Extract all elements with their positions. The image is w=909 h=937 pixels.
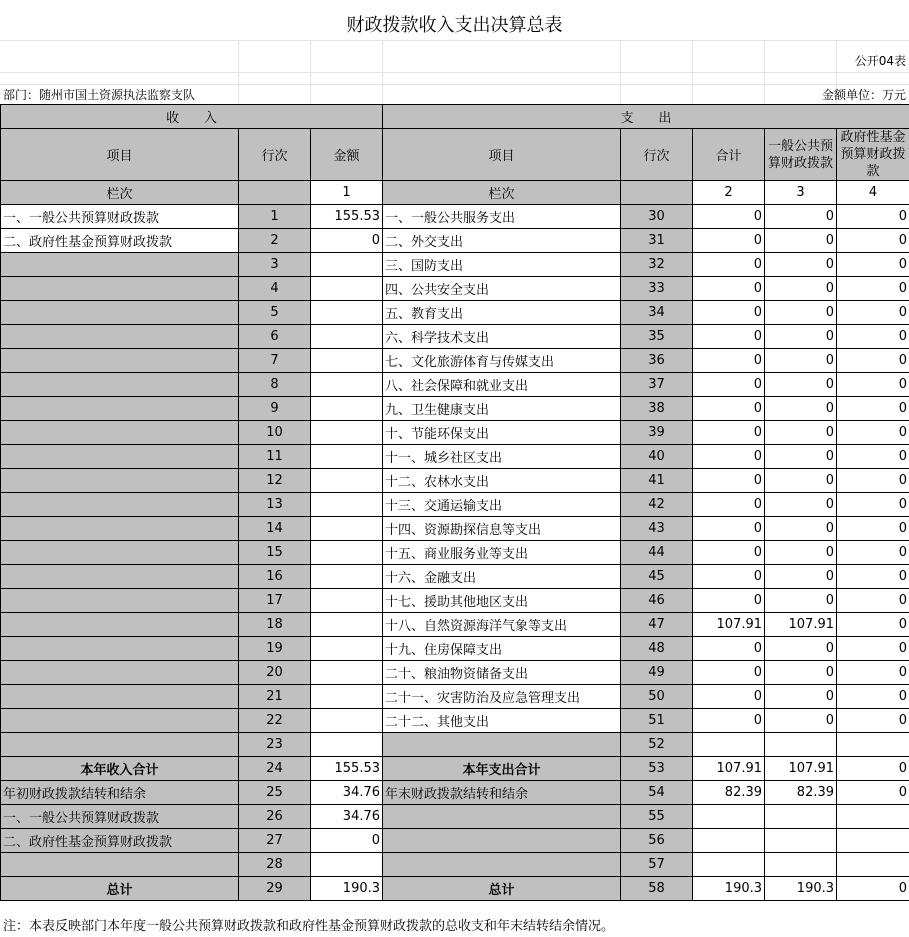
income-item-cell (1, 397, 239, 421)
general-budget-cell: 0 (765, 637, 837, 661)
income-line-no-cell: 3 (239, 253, 311, 277)
expense-line-no-cell: 58 (621, 877, 693, 901)
table-row (1, 277, 909, 301)
general-budget-cell: 0 (765, 325, 837, 349)
expense-line-no-cell: 45 (621, 565, 693, 589)
income-item-cell: 一、一般公共预算财政拨款 (1, 205, 239, 229)
carry-row (1, 805, 909, 829)
income-item-cell (1, 517, 239, 541)
general-budget-cell: 0 (765, 229, 837, 253)
grid-line (238, 40, 239, 104)
expense-line-no-cell: 44 (621, 541, 693, 565)
table-row (1, 373, 909, 397)
gov-fund-cell: 0 (837, 445, 909, 469)
expense-line-no-cell: 54 (621, 781, 693, 805)
income-item-cell (1, 469, 239, 493)
general-budget-cell: 190.3 (765, 877, 837, 901)
income-item-cell: 一、一般公共预算财政拨款 (1, 805, 239, 829)
carry-row (1, 781, 909, 805)
gov-fund-cell: 0 (837, 349, 909, 373)
unit-label: 金额单位：万元 (821, 88, 906, 102)
expense-item-cell: 十八、自然资源海洋气象等支出 (383, 613, 621, 637)
income-line-no-cell: 14 (239, 517, 311, 541)
expense-item-cell: 二十二、其他支出 (383, 709, 621, 733)
income-item-cell (1, 637, 239, 661)
income-line-no-cell: 4 (239, 277, 311, 301)
income-amount-cell (311, 637, 383, 661)
grid-line (0, 40, 909, 41)
expense-line-no-cell: 43 (621, 517, 693, 541)
expense-line-no-cell: 39 (621, 421, 693, 445)
income-line-no-cell: 29 (239, 877, 311, 901)
expense-total-cell: 0 (693, 349, 765, 373)
table-row (1, 589, 909, 613)
expense-total-cell: 0 (693, 517, 765, 541)
gov-fund-cell: 0 (837, 709, 909, 733)
expense-line-no-cell: 36 (621, 349, 693, 373)
income-amount-cell: 34.76 (311, 781, 383, 805)
income-line-no-cell: 21 (239, 685, 311, 709)
expense-item-cell (383, 853, 621, 877)
income-amount-cell (311, 397, 383, 421)
expense-item-cell: 四、公共安全支出 (383, 277, 621, 301)
income-amount-cell (311, 325, 383, 349)
expense-total-cell: 0 (693, 565, 765, 589)
expense-line-no-cell: 47 (621, 613, 693, 637)
expense-item-cell: 九、卫生健康支出 (383, 397, 621, 421)
gov-fund-cell: 0 (837, 517, 909, 541)
column-number: 2 (693, 181, 765, 205)
table-row (1, 661, 909, 685)
column-number-row (1, 181, 909, 205)
expense-total-cell: 0 (693, 277, 765, 301)
income-item-cell (1, 541, 239, 565)
general-budget-cell (765, 829, 837, 853)
carry-row (1, 853, 909, 877)
table-row (1, 493, 909, 517)
income-amount-cell (311, 685, 383, 709)
expense-total-header: 合计 (693, 129, 765, 181)
column-label: 栏次 (383, 181, 621, 205)
gov-fund-cell: 0 (837, 229, 909, 253)
gov-fund-cell: 0 (837, 253, 909, 277)
grid-line (692, 40, 693, 104)
general-budget-cell: 0 (765, 589, 837, 613)
grid-line (620, 40, 621, 104)
general-budget-cell: 107.91 (765, 613, 837, 637)
expense-item-cell: 七、文化旅游体育与传媒支出 (383, 349, 621, 373)
general-budget-cell: 0 (765, 397, 837, 421)
empty-cell (621, 181, 693, 205)
table-row (1, 565, 909, 589)
expense-line-no-cell: 41 (621, 469, 693, 493)
expense-item-cell: 五、教育支出 (383, 301, 621, 325)
gov-fund-cell: 0 (837, 397, 909, 421)
column-number: 4 (837, 181, 909, 205)
income-line-no-cell: 27 (239, 829, 311, 853)
table-row (1, 229, 909, 253)
gov-fund-cell: 0 (837, 613, 909, 637)
expense-line-no-cell: 52 (621, 733, 693, 757)
gov-fund-cell: 0 (837, 781, 909, 805)
income-item-cell (1, 493, 239, 517)
expense-item-cell: 十七、援助其他地区支出 (383, 589, 621, 613)
table-row (1, 301, 909, 325)
footnote: 注：本表反映部门本年度一般公共预算财政拨款和政府性基金预算财政拨款的总收支和年末结转结余情况。 (3, 919, 615, 934)
expense-line-no-cell: 57 (621, 853, 693, 877)
department-label: 部门：随州市国土资源执法监察支队 (3, 88, 196, 102)
expense-total-cell: 0 (693, 661, 765, 685)
expense-line-no-cell: 37 (621, 373, 693, 397)
general-budget-cell: 0 (765, 565, 837, 589)
gov-fund-cell: 0 (837, 469, 909, 493)
expense-line-no-cell: 40 (621, 445, 693, 469)
expense-total-cell: 0 (693, 421, 765, 445)
general-budget-cell: 0 (765, 301, 837, 325)
expense-line-no-cell: 56 (621, 829, 693, 853)
expense-item-cell: 十、节能环保支出 (383, 421, 621, 445)
expense-total-cell: 0 (693, 325, 765, 349)
expense-total-cell: 0 (693, 301, 765, 325)
income-amount-cell: 155.53 (311, 757, 383, 781)
income-item-cell (1, 661, 239, 685)
expense-line-no-cell: 50 (621, 685, 693, 709)
income-amount-cell (311, 421, 383, 445)
income-line-no-cell: 6 (239, 325, 311, 349)
gov-fund-cell: 0 (837, 565, 909, 589)
table-row (1, 469, 909, 493)
grid-line (310, 40, 311, 104)
income-item-cell: 本年收入合计 (1, 757, 239, 781)
gov-fund-header: 政府性基金预算财政拨款 (837, 129, 909, 181)
table-row (1, 445, 909, 469)
table-row (1, 541, 909, 565)
expense-total-cell: 107.91 (693, 757, 765, 781)
general-budget-cell: 0 (765, 205, 837, 229)
income-amount-cell: 0 (311, 229, 383, 253)
expense-total-cell: 0 (693, 373, 765, 397)
expense-total-cell: 0 (693, 397, 765, 421)
general-budget-cell: 0 (765, 373, 837, 397)
gov-fund-cell (837, 805, 909, 829)
column-number: 1 (311, 181, 383, 205)
expense-line-no-cell: 53 (621, 757, 693, 781)
income-line-no-cell: 24 (239, 757, 311, 781)
general-budget-cell: 0 (765, 685, 837, 709)
income-amount-cell (311, 565, 383, 589)
general-budget-header: 一般公共预算财政拨款 (765, 129, 837, 181)
carry-row (1, 829, 909, 853)
income-line-no-cell: 17 (239, 589, 311, 613)
general-budget-cell: 0 (765, 421, 837, 445)
expense-total-cell: 0 (693, 469, 765, 493)
income-line-no-cell: 13 (239, 493, 311, 517)
expense-item-cell (383, 733, 621, 757)
income-amount-cell (311, 589, 383, 613)
expense-item-cell: 十六、金融支出 (383, 565, 621, 589)
gov-fund-cell: 0 (837, 661, 909, 685)
table-row (1, 205, 909, 229)
income-amount-cell (311, 349, 383, 373)
expense-item-cell: 六、科学技术支出 (383, 325, 621, 349)
expense-item-cell: 二、外交支出 (383, 229, 621, 253)
income-line-no-cell: 28 (239, 853, 311, 877)
income-line-no-cell: 26 (239, 805, 311, 829)
income-item-cell (1, 589, 239, 613)
income-amount-cell (311, 253, 383, 277)
income-line-no-cell: 8 (239, 373, 311, 397)
income-line-no-cell: 23 (239, 733, 311, 757)
income-item-cell (1, 349, 239, 373)
table-row (1, 733, 909, 757)
income-line-no-cell: 18 (239, 613, 311, 637)
expense-line-no-cell: 33 (621, 277, 693, 301)
expense-total-cell: 0 (693, 229, 765, 253)
table-row (1, 421, 909, 445)
expense-section-header: 支 出 (383, 105, 909, 129)
expense-item-cell: 十九、住房保障支出 (383, 637, 621, 661)
grand-total-row (1, 877, 909, 901)
expense-line-no-cell: 30 (621, 205, 693, 229)
income-amount-cell (311, 709, 383, 733)
expense-item-cell: 十一、城乡社区支出 (383, 445, 621, 469)
expense-total-cell: 0 (693, 637, 765, 661)
gov-fund-cell: 0 (837, 685, 909, 709)
expense-item-cell (383, 805, 621, 829)
income-amount-cell (311, 445, 383, 469)
income-item-cell (1, 325, 239, 349)
table-row (1, 685, 909, 709)
expense-item-cell: 十三、交通运输支出 (383, 493, 621, 517)
grid-line (764, 40, 765, 104)
general-budget-cell: 0 (765, 277, 837, 301)
income-line-no-cell: 15 (239, 541, 311, 565)
general-budget-cell: 0 (765, 445, 837, 469)
income-line-no-cell: 16 (239, 565, 311, 589)
gov-fund-cell: 0 (837, 589, 909, 613)
income-amount-cell (311, 469, 383, 493)
income-line-no-cell: 20 (239, 661, 311, 685)
general-budget-cell (765, 853, 837, 877)
page-title: 财政拨款收入支出决算总表 (346, 15, 563, 36)
table-row (1, 517, 909, 541)
expense-line-no-header: 行次 (621, 129, 693, 181)
gov-fund-cell: 0 (837, 301, 909, 325)
income-item-cell (1, 421, 239, 445)
income-line-no-cell: 19 (239, 637, 311, 661)
income-amount-cell: 155.53 (311, 205, 383, 229)
income-line-no-cell: 12 (239, 469, 311, 493)
general-budget-cell: 107.91 (765, 757, 837, 781)
year-total-row (1, 757, 909, 781)
expense-item-cell: 总计 (383, 877, 621, 901)
expense-item-cell (383, 829, 621, 853)
grid-line (0, 84, 909, 85)
income-item-cell (1, 277, 239, 301)
general-budget-cell: 0 (765, 349, 837, 373)
expense-item-header: 项目 (383, 129, 621, 181)
income-amount-cell (311, 493, 383, 517)
expense-item-cell: 本年支出合计 (383, 757, 621, 781)
general-budget-cell: 0 (765, 661, 837, 685)
grid-line (0, 72, 909, 73)
expense-item-cell: 二十、粮油物资储备支出 (383, 661, 621, 685)
table-row (1, 325, 909, 349)
table-row (1, 613, 909, 637)
table-row (1, 709, 909, 733)
income-item-cell: 二、政府性基金预算财政拨款 (1, 229, 239, 253)
general-budget-cell: 0 (765, 709, 837, 733)
income-amount-cell (311, 661, 383, 685)
gov-fund-cell: 0 (837, 421, 909, 445)
budget-table (0, 104, 909, 901)
income-line-no-cell: 9 (239, 397, 311, 421)
income-amount-cell: 190.3 (311, 877, 383, 901)
income-amount-cell (311, 613, 383, 637)
income-item-cell (1, 709, 239, 733)
income-amount-cell (311, 853, 383, 877)
gov-fund-cell: 0 (837, 757, 909, 781)
expense-line-no-cell: 51 (621, 709, 693, 733)
gov-fund-cell: 0 (837, 541, 909, 565)
table-code: 公开04表 (854, 54, 906, 68)
income-item-cell (1, 445, 239, 469)
expense-total-cell: 107.91 (693, 613, 765, 637)
income-item-header: 项目 (1, 129, 239, 181)
expense-total-cell: 0 (693, 685, 765, 709)
expense-line-no-cell: 46 (621, 589, 693, 613)
income-amount-cell: 34.76 (311, 805, 383, 829)
general-budget-cell: 0 (765, 517, 837, 541)
expense-item-cell: 二十一、灾害防治及应急管理支出 (383, 685, 621, 709)
table-row (1, 637, 909, 661)
income-amount-cell (311, 301, 383, 325)
expense-line-no-cell: 34 (621, 301, 693, 325)
expense-item-cell: 十四、资源勘探信息等支出 (383, 517, 621, 541)
expense-total-cell (693, 853, 765, 877)
expense-total-cell: 0 (693, 253, 765, 277)
income-amount-cell (311, 373, 383, 397)
expense-line-no-cell: 38 (621, 397, 693, 421)
gov-fund-cell: 0 (837, 373, 909, 397)
general-budget-cell: 0 (765, 253, 837, 277)
expense-total-cell: 0 (693, 205, 765, 229)
expense-total-cell (693, 733, 765, 757)
expense-line-no-cell: 49 (621, 661, 693, 685)
income-line-no-cell: 2 (239, 229, 311, 253)
gov-fund-cell: 0 (837, 637, 909, 661)
table-row (1, 253, 909, 277)
income-line-no-cell: 1 (239, 205, 311, 229)
income-amount-cell (311, 733, 383, 757)
general-budget-cell (765, 805, 837, 829)
expense-line-no-cell: 32 (621, 253, 693, 277)
expense-total-cell: 0 (693, 589, 765, 613)
expense-line-no-cell: 35 (621, 325, 693, 349)
income-section-header: 收 入 (1, 105, 383, 129)
empty-cell (239, 181, 311, 205)
income-amount-cell (311, 517, 383, 541)
gov-fund-cell: 0 (837, 493, 909, 517)
gov-fund-cell (837, 829, 909, 853)
table-row (1, 349, 909, 373)
expense-total-cell: 190.3 (693, 877, 765, 901)
income-item-cell (1, 733, 239, 757)
general-budget-cell (765, 733, 837, 757)
expense-item-cell: 十五、商业服务业等支出 (383, 541, 621, 565)
income-line-no-cell: 7 (239, 349, 311, 373)
income-amount-header: 金额 (311, 129, 383, 181)
expense-line-no-cell: 31 (621, 229, 693, 253)
income-item-cell (1, 301, 239, 325)
income-line-no-cell: 5 (239, 301, 311, 325)
grid-line (382, 40, 383, 104)
expense-item-cell: 八、社会保障和就业支出 (383, 373, 621, 397)
gov-fund-cell (837, 733, 909, 757)
expense-total-cell: 0 (693, 493, 765, 517)
expense-total-cell: 0 (693, 445, 765, 469)
expense-line-no-cell: 55 (621, 805, 693, 829)
expense-line-no-cell: 48 (621, 637, 693, 661)
general-budget-cell: 0 (765, 469, 837, 493)
income-item-cell: 总计 (1, 877, 239, 901)
gov-fund-cell: 0 (837, 877, 909, 901)
income-item-cell: 年初财政拨款结转和结余 (1, 781, 239, 805)
income-item-cell (1, 373, 239, 397)
income-line-no-cell: 25 (239, 781, 311, 805)
gov-fund-cell: 0 (837, 325, 909, 349)
expense-total-cell (693, 829, 765, 853)
income-item-cell: 二、政府性基金预算财政拨款 (1, 829, 239, 853)
income-line-no-header: 行次 (239, 129, 311, 181)
income-item-cell (1, 853, 239, 877)
income-item-cell (1, 253, 239, 277)
income-amount-cell (311, 541, 383, 565)
income-amount-cell (311, 277, 383, 301)
expense-total-cell: 0 (693, 709, 765, 733)
income-line-no-cell: 22 (239, 709, 311, 733)
income-item-cell (1, 565, 239, 589)
expense-item-cell: 三、国防支出 (383, 253, 621, 277)
general-budget-cell: 0 (765, 493, 837, 517)
gov-fund-cell: 0 (837, 205, 909, 229)
header-row-columns (1, 129, 909, 181)
general-budget-cell: 0 (765, 541, 837, 565)
header-row-sections (1, 105, 909, 129)
expense-total-cell: 0 (693, 541, 765, 565)
expense-total-cell (693, 805, 765, 829)
general-budget-cell: 82.39 (765, 781, 837, 805)
income-line-no-cell: 10 (239, 421, 311, 445)
column-label: 栏次 (1, 181, 239, 205)
income-item-cell (1, 613, 239, 637)
gov-fund-cell: 0 (837, 277, 909, 301)
expense-line-no-cell: 42 (621, 493, 693, 517)
expense-item-cell: 年末财政拨款结转和结余 (383, 781, 621, 805)
expense-item-cell: 一、一般公共服务支出 (383, 205, 621, 229)
table-row (1, 397, 909, 421)
income-item-cell (1, 685, 239, 709)
column-number: 3 (765, 181, 837, 205)
expense-total-cell: 82.39 (693, 781, 765, 805)
income-amount-cell: 0 (311, 829, 383, 853)
gov-fund-cell (837, 853, 909, 877)
income-line-no-cell: 11 (239, 445, 311, 469)
expense-item-cell: 十二、农林水支出 (383, 469, 621, 493)
